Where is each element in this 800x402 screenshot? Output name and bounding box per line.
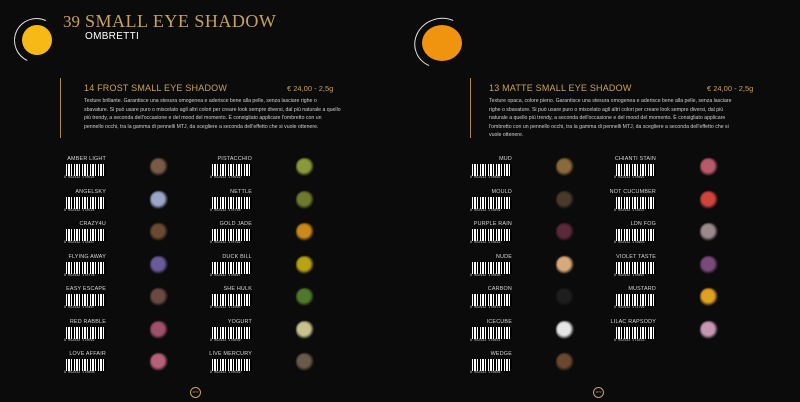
color-swatch: [700, 256, 718, 274]
barcode-image: [472, 327, 512, 339]
frost-circle-ring: [8, 12, 66, 70]
barcode-image: [472, 229, 512, 241]
barcode-image: [212, 262, 252, 274]
color-swatch: [700, 288, 718, 306]
color-swatch: [296, 353, 314, 371]
product-item: [150, 189, 300, 219]
frost-price: € 24,00 - 2,5g: [287, 84, 334, 93]
product-name: LILAC RAPSODY: [610, 318, 656, 325]
product-item: [150, 319, 300, 349]
barcode-image: [472, 294, 512, 306]
barcode-number: 8 052432 170842: [470, 241, 501, 245]
product-name: CHIANTI STAIN: [614, 156, 656, 162]
barcode-image: [472, 164, 512, 176]
color-swatch: [296, 191, 314, 209]
barcode-number: 8 052432 170839: [210, 338, 241, 343]
barcode-number: 8 052432 170092: [64, 338, 95, 343]
color-swatch: [700, 191, 718, 209]
product-name: VIOLET TASTE: [616, 253, 656, 260]
product-item: [550, 189, 700, 219]
color-swatch: [296, 321, 314, 339]
matte-section-title: 13 MATTE SMALL EYE SHADOW: [489, 83, 632, 93]
matte-circle-ring: [407, 10, 475, 75]
product-name: GOLD JADE: [219, 221, 252, 227]
product-item: [550, 156, 700, 186]
barcode-number: 8 052432 170859: [470, 208, 501, 213]
product-name: RED RABBLE: [69, 318, 106, 325]
barcode-number: 8 052432 170487: [64, 306, 95, 310]
barcode-number: 8 052432 170835: [470, 273, 501, 278]
barcode-number: 8 052432 170524: [64, 208, 95, 213]
brand-logo: MTJ: [593, 387, 604, 398]
barcode-number: 8 052432 170808: [64, 371, 95, 375]
barcode-number: 8 052432 170897: [614, 273, 645, 278]
product-name: MUD: [499, 156, 512, 162]
page-subtitle: OMBRETTI: [85, 31, 140, 42]
barcode-number: 8 052432 170524: [64, 176, 95, 180]
barcode-image: [66, 359, 106, 371]
product-item: [550, 254, 700, 284]
barcode-image: [66, 262, 106, 274]
product-name: LOVE AFFAIR: [69, 351, 106, 357]
product-name: DUCK BILL: [222, 253, 252, 260]
product-name: AMBER LIGHT: [67, 156, 106, 162]
barcode-number: 8 052432 172037: [614, 208, 645, 213]
product-name: YOGURT: [227, 318, 252, 325]
barcode-number: 8 052432 170891: [614, 176, 645, 180]
color-swatch: [700, 321, 718, 339]
page-number: 39: [63, 12, 80, 31]
product-item: [400, 156, 550, 186]
barcode-image: [212, 327, 252, 339]
matte-accent-line: [470, 78, 471, 138]
product-name: CARBON: [487, 286, 512, 292]
frost-section-title: 14 FROST SMALL EYE SHADOW: [84, 83, 228, 93]
barcode-number: 8 052432 171799: [614, 306, 645, 310]
product-item: [150, 351, 300, 381]
barcode-number: 8 052432 170897: [210, 273, 241, 278]
frost-description: Texture brillante. Garantisce una stesura omogenea e aderisce bene alla pelle, senza lasciare righe o sbavature. Si può usare puro o miscelato agli altri colori per creare look sempre diversi, dal più naturale a quello più trendy, a seconda dell'occasione e del mood del momento. È consigliato applicare l'ombretto con un pennello occhi, tra la gamma di pennelli MTJ, da scegliere a seconda dell'effetto che si vuole ottenere.: [84, 98, 341, 130]
barcode-image: [212, 294, 252, 306]
barcode-image: [616, 294, 656, 306]
product-name: WEDGE: [490, 351, 512, 357]
product-name: NUDE: [495, 253, 512, 260]
product-name: LDN FOG: [630, 221, 656, 227]
product-item: [0, 156, 150, 186]
product-item: [550, 221, 700, 251]
barcode-image: [616, 164, 656, 176]
product-name: SHE HULK: [223, 286, 252, 292]
product-name: ICECUBE: [486, 318, 512, 325]
color-swatch: [296, 256, 314, 274]
barcode-image: [66, 229, 106, 241]
barcode-number: 8 052432 170903: [614, 241, 645, 245]
product-item: [400, 286, 550, 316]
product-name: LIVE MERCURY: [209, 351, 252, 357]
barcode-number: 8 052432 170619: [210, 176, 241, 180]
color-swatch: [700, 158, 718, 176]
product-item: [150, 156, 300, 186]
product-item: [400, 189, 550, 219]
barcode-image: [472, 262, 512, 274]
barcode-image: [472, 197, 512, 209]
product-item: [150, 254, 300, 284]
barcode-number: 8 052432 172000: [210, 306, 241, 310]
barcode-image: [212, 229, 252, 241]
product-name: NOT CUCUMBER: [609, 188, 656, 195]
color-swatch: [296, 288, 314, 306]
color-swatch: [556, 353, 574, 371]
color-swatch: [700, 223, 718, 241]
product-name: MOULD: [491, 188, 512, 195]
product-item: [0, 254, 150, 284]
product-item: [150, 221, 300, 251]
product-item: [150, 286, 300, 316]
product-item: [550, 286, 700, 316]
barcode-number: 8 052432 170884: [470, 371, 501, 375]
product-name: MUSTARD: [628, 286, 656, 292]
barcode-image: [66, 164, 106, 176]
product-item: [400, 254, 550, 284]
product-item: [400, 319, 550, 349]
barcode-number: 8 052432 170487: [64, 241, 95, 245]
barcode-image: [212, 197, 252, 209]
barcode-image: [616, 262, 656, 274]
barcode-image: [616, 197, 656, 209]
page-title: SMALL EYE SHADOW: [85, 11, 277, 31]
product-name: FLYING AWAY: [68, 253, 106, 260]
matte-price: € 24,00 - 2,5g: [707, 84, 754, 93]
barcode-number: 8 052432 170811: [470, 338, 501, 343]
matte-description: Texture opaca, colore pieno. Garantisce una stesura omogenea e aderisce bene alla pelle, senza lasciare righe o sbavature. Si può usare puro o miscelato agli altri colori per creare look sempre diversi, dal più naturale a quello più trendy, a seconda dell'occasione e del mood del momento. È consigliato applicare l'ombretto con un pennello occhi, tra la gamma di pennelli MTJ, da scegliere a seconda dell'effetto che si vuole ottenere.: [489, 98, 732, 139]
barcode-number: 8 052432 170873: [470, 306, 501, 310]
product-name: PURPLE RAIN: [473, 221, 512, 227]
product-name: EASY ESCAPE: [66, 286, 106, 292]
barcode-number: 8 052432 170549: [210, 371, 241, 375]
product-item: [0, 221, 150, 251]
barcode-number: 8 052432 170748: [210, 208, 241, 213]
barcode-image: [212, 164, 252, 176]
product-item: [550, 319, 700, 349]
barcode-number: 8 052432 171813: [614, 338, 645, 343]
barcode-number: 8 052432 170762: [210, 241, 241, 245]
color-swatch: [296, 158, 314, 176]
barcode-image: [616, 327, 656, 339]
barcode-number: 8 052432 170885: [470, 176, 501, 180]
barcode-image: [66, 294, 106, 306]
product-name: NETTLE: [230, 188, 252, 195]
brand-logo: MTJ: [190, 387, 201, 398]
barcode-image: [212, 359, 252, 371]
barcode-image: [472, 359, 512, 371]
barcode-number: 8 052432 170778: [64, 273, 95, 278]
barcode-image: [616, 229, 656, 241]
product-name: ANGELSKY: [75, 188, 106, 195]
color-swatch: [296, 223, 314, 241]
product-name: PISTACCHIO: [217, 156, 252, 162]
product-item: [400, 221, 550, 251]
product-item: [0, 286, 150, 316]
product-item: [400, 351, 550, 381]
product-item: [0, 351, 150, 381]
frost-accent-line: [60, 78, 61, 138]
product-item: [0, 189, 150, 219]
product-name: CRAZY4U: [79, 221, 106, 227]
right-page: [400, 0, 800, 402]
product-item: [0, 319, 150, 349]
barcode-image: [66, 197, 106, 209]
barcode-image: [66, 327, 106, 339]
